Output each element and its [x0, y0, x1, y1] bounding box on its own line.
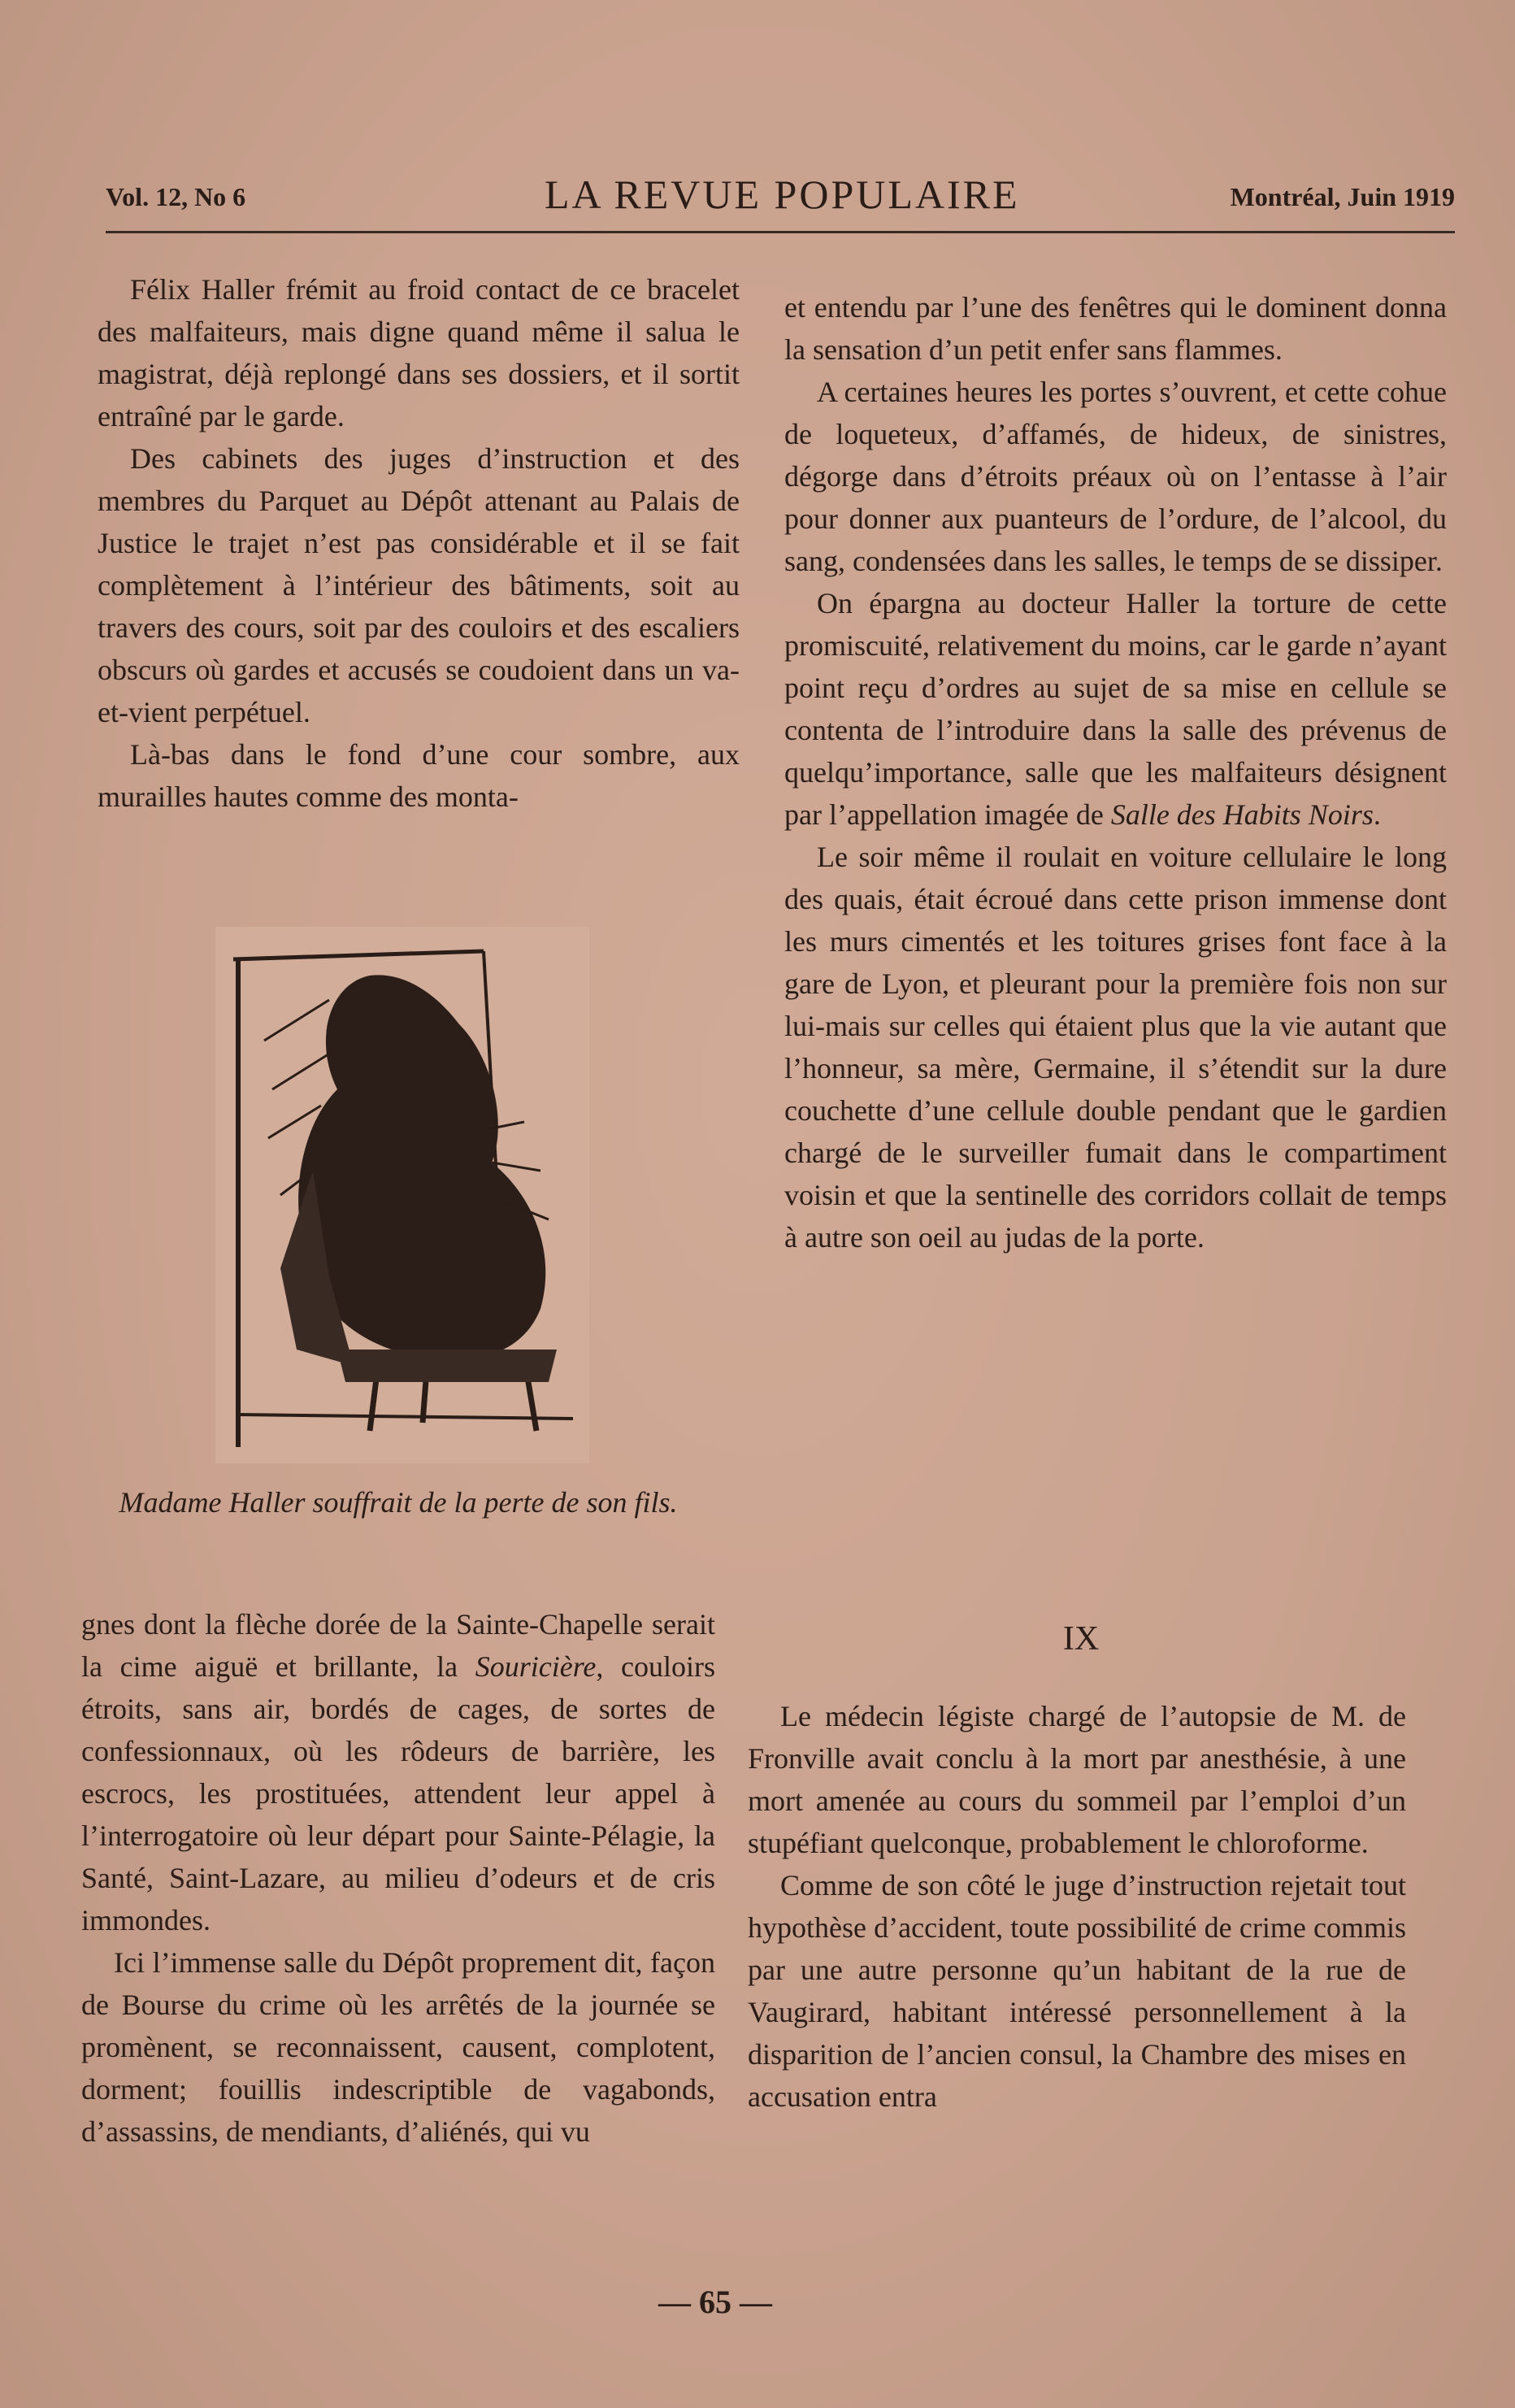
italic-term: Souricière [475, 1650, 597, 1683]
text-run: On épargna au docteur Haller la torture de cette promiscuité, relativement du moins, car le garde n’ayant point reçu d’ordres au sujet de sa mise en cellule se contenta de l’introduire dans la salle des prévenus de quelqu’importance, salle que les malfaiteurs désignent par l’appellation imagée de [784, 587, 1447, 831]
publication-title: LA REVUE POPULAIRE [545, 172, 1020, 217]
illustration [215, 927, 589, 1463]
paragraph: Là-bas dans le fond d’une cour sombre, aux murailles hautes comme des monta- [98, 738, 740, 813]
header-rule [106, 231, 1455, 233]
section-heading: IX [1062, 1620, 1100, 1658]
illustration-drawing [215, 927, 589, 1463]
page-header [106, 171, 1455, 228]
left-column-bottom [81, 1603, 715, 2153]
paragraph: et entendu par l’une des fenêtres qui le dominent donna la sensation d’un petit enfer sans flammes. [784, 291, 1447, 366]
paragraph: Des cabinets des juges d’instruction et des membres du Parquet au Dépôt attenant au Palais de Justice le trajet n’est pas considérable et il se fait complètement à l’intérieur des bâtiments, soit au travers des cours, soit par des couloirs et des escaliers obscurs où gardes et accusés se coudoient dans un va-et-vient perpétuel. [98, 442, 740, 728]
page-number: — 65 — [658, 2284, 772, 2320]
right-column-top [784, 286, 1447, 1258]
paragraph: A certaines heures les portes s’ouvrent, et cette cohue de loqueteux, d’affamés, de hideux, de sinistres, dégorge dans d’étroits préaux où on l’entasse à l’air pour donner aux puanteurs de l’ordure, de l’alcool, du sang, condensées dans les salles, le temps de se dissiper. [784, 376, 1447, 577]
paragraph: Comme de son côté le juge d’instruction rejetait tout hypothèse d’accident, toute possibilité de crime commis par une autre personne qu’un habitant de la rue de Vaugirard, habitant intéressé personnellement à la disparition de l’ancien consul, la Chambre des mises en accusation entra [748, 1869, 1406, 2113]
paragraph [81, 1603, 715, 1941]
text-run: . [1373, 798, 1381, 831]
italic-term: Salle des Habits Noirs [1110, 798, 1374, 831]
left-column-top [98, 268, 740, 818]
paragraph: Félix Haller frémit au froid contact de ce bracelet des malfaiteurs, mais digne quand même il salua le magistrat, déjà replongé dans ses dossiers, et il sortit entraîné par le garde. [98, 273, 740, 432]
figure-caption: Madame Haller souffrait de la perte de son fils. [119, 1486, 678, 1519]
volume-number: Vol. 12, No 6 [106, 182, 246, 211]
paragraph: Ici l’immense salle du Dépôt proprement dit, façon de Bourse du crime où les arrêtés de la journée se promènent, se reconnaissent, causent, complotent, dorment; fouillis indescriptible de vagabonds, d’assassins, de mendiants, d’aliénés, qui vu [81, 1946, 715, 2148]
text-run: gnes dont la flèche dorée de la Sainte-Chapelle serait la cime aiguë et brillante, la [81, 1608, 715, 1683]
text-run: , couloirs étroits, sans air, bordés de cages, de sortes de confessionnaux, où les rôdeurs de barrière, les escrocs, les prostituées, attendent leur appel à l’interrogatoire où leur départ pour Sainte-Pélagie, la Santé, Saint-Lazare, au milieu d’odeurs et de cris immondes. [81, 1650, 715, 1936]
paragraph: Le soir même il roulait en voiture cellulaire le long des quais, était écroué dans cette prison immense dont les murs cimentés et les toitures grises font face à la gare de Lyon, et pleurant pour la première fois non sur lui-mais sur celles qui étaient plus que la vie autant que l’honneur, sa mère, Germaine, il s’étendit sur la dure couchette d’une cellule double pendant que le gardien chargé de le surveiller fumait dans le compartiment voisin et que la sentinelle des corridors collait de temps à autre son oeil au judas de la porte. [784, 841, 1447, 1254]
issue-date: Montréal, Juin 1919 [1230, 182, 1455, 211]
right-column-bottom [748, 1695, 1406, 2118]
paragraph [784, 582, 1447, 836]
paragraph: Le médecin légiste chargé de l’autopsie de M. de Fronville avait conclu à la mort par anesthésie, à une mort amenée au cours du sommeil par l’emploi d’un stupéfiant quelconque, probablement le chloroforme. [748, 1700, 1406, 1859]
